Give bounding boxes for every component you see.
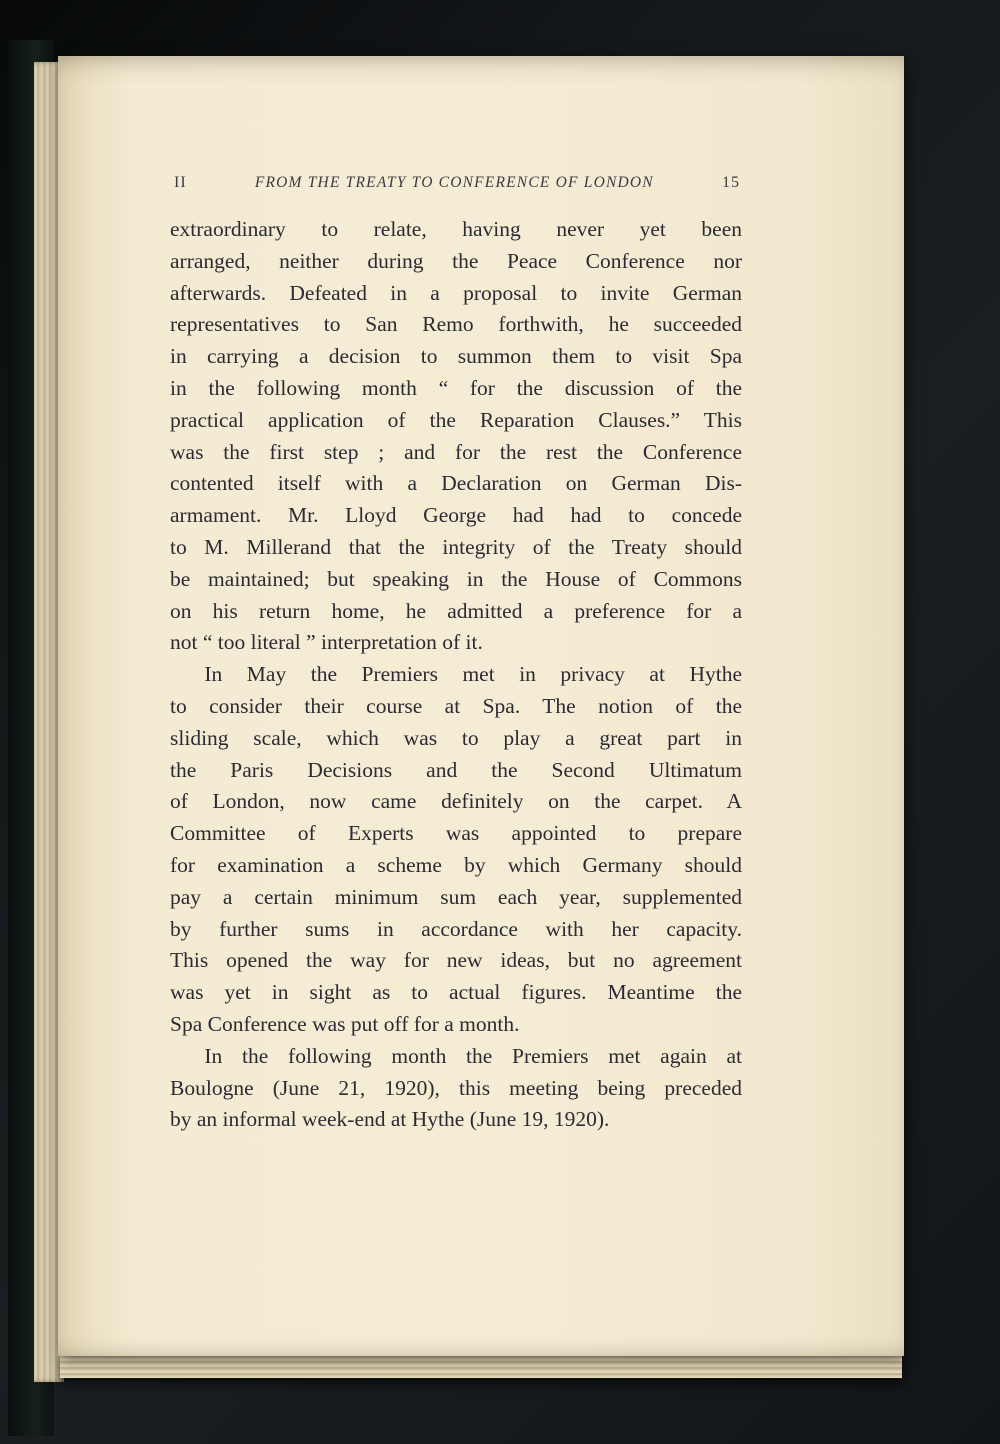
text-block	[170, 214, 742, 1136]
page-number: 15	[722, 174, 740, 191]
paragraph	[170, 659, 742, 1041]
text-line: be maintained; but speaking in the House of Commons	[170, 566, 742, 591]
text-line: practical application of the Reparation Clauses.” This	[170, 407, 742, 432]
text-line: not “ too literal ” interpretation of it.	[170, 630, 483, 655]
text-line: the Paris Decisions and the Second Ultimatum	[170, 757, 742, 782]
text-line: afterwards. Defeated in a proposal to invite German	[170, 280, 742, 305]
text-line: Committee of Experts was appointed to prepare	[170, 821, 742, 846]
text-line: pay a certain minimum sum each year, supplemented	[170, 884, 742, 909]
text-line: was the first step ; and for the rest the Conference	[170, 439, 742, 464]
text-line: of London, now came definitely on the carpet. A	[170, 789, 742, 814]
text-line: in carrying a decision to summon them to visit Spa	[170, 344, 742, 369]
text-line: In the following month the Premiers met again at	[204, 1043, 742, 1068]
text-line: by an informal week-end at Hythe (June 19, 1920).	[170, 1107, 610, 1132]
text-line: to consider their course at Spa. The notion of the	[170, 693, 742, 718]
chapter-numeral: II	[174, 174, 187, 191]
paragraph	[170, 1041, 742, 1136]
text-line: arranged, neither during the Peace Conference nor	[170, 248, 742, 273]
text-line: to M. Millerand that the integrity of the Treaty should	[170, 534, 742, 559]
text-line: on his return home, he admitted a preference for a	[170, 598, 742, 623]
running-head	[170, 174, 742, 192]
text-line: extraordinary to relate, having never yet been	[170, 217, 742, 241]
page-content	[170, 174, 742, 1136]
text-line: in the following month “ for the discussion of the	[170, 375, 742, 400]
text-line: Spa Conference was put off for a month.	[170, 1011, 520, 1036]
text-line: contented itself with a Declaration on German Dis-	[170, 471, 742, 496]
text-line: was yet in sight as to actual figures. Meantime the	[170, 980, 742, 1005]
text-line: Boulogne (June 21, 1920), this meeting being preceded	[170, 1075, 742, 1100]
text-line: armament. Mr. Lloyd George had had to concede	[170, 503, 742, 528]
text-line: for examination a scheme by which Germany should	[170, 852, 742, 877]
book-page	[58, 56, 904, 1356]
text-line: In May the Premiers met in privacy at Hythe	[204, 662, 742, 687]
running-title: FROM THE TREATY TO CONFERENCE OF LONDON	[254, 174, 654, 191]
text-line: This opened the way for new ideas, but no agreement	[170, 948, 742, 973]
text-line: by further sums in accordance with her capacity.	[170, 916, 742, 941]
text-line: sliding scale, which was to play a great part in	[170, 725, 742, 750]
text-line: representatives to San Remo forthwith, he succeeded	[170, 312, 742, 337]
paragraph	[170, 214, 742, 659]
